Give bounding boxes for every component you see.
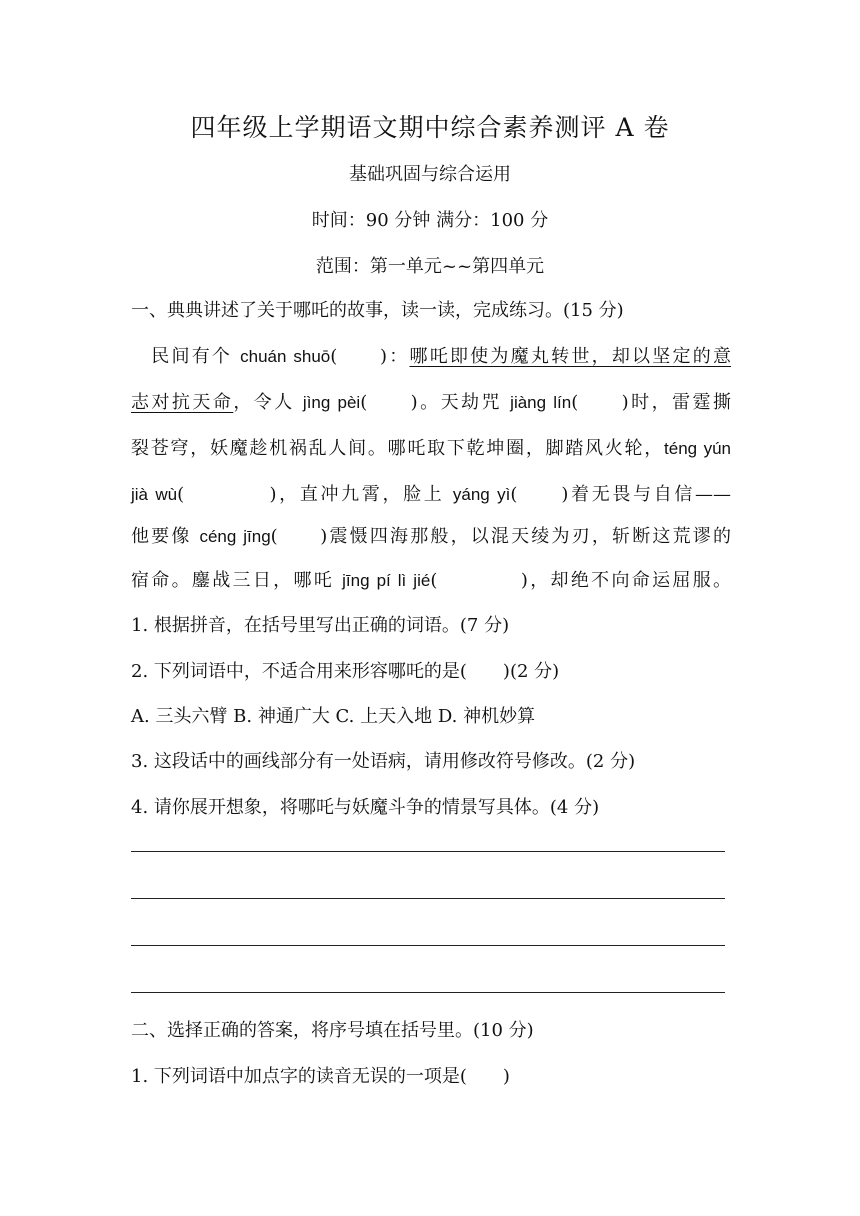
question-1-1: 1. 根据拼音，在括号里写出正确的词语。(7 分) <box>131 615 510 636</box>
section1-heading: 一、典典讲述了关于哪吒的故事，读一读，完成练习。(15 分) <box>131 300 624 321</box>
page-subtitle: 基础巩固与综合运用 <box>349 164 511 185</box>
answer-line[interactable] <box>131 992 725 993</box>
passage-line-1: 民间有个 chuán shuō( )：哪吒即使为魔丸转世，却以坚定的意 <box>149 346 731 367</box>
question-1-4: 4. 请你展开想象，将哪吒与妖魔斗争的情景写具体。(4 分) <box>131 797 600 818</box>
passage-line-3: 裂苍穹，妖魔趁机祸乱人间。哪吒取下乾坤圈，脚踏风火轮，ténɡ yún <box>131 438 731 459</box>
underlined-sentence-part2: 志对抗天命 <box>131 392 234 413</box>
passage-line-4: jià wù( )，直冲九霄，脸上 yánɡ yì( )着无畏与自信—— <box>131 484 732 505</box>
passage-line-2: 志对抗天命，令人 jìnɡ pèi( )。天劫咒 jiànɡ lín( )时，雷霆撕 <box>131 392 731 413</box>
question-1-2: 2. 下列词语中，不适合用来形容哪吒的是( )(2 分) <box>131 661 560 682</box>
question-1-2-options: A. 三头六臂 B. 神通广大 C. 上天入地 D. 神机妙算 <box>131 706 536 727</box>
question-1-3: 3. 这段话中的画线部分有一处语病，请用修改符号修改。(2 分) <box>131 751 636 772</box>
page-title: 四年级上学期语文期中综合素养测评 A 卷 <box>190 113 670 142</box>
passage-line-5: 他要像 cénɡ jīnɡ( )震慑四海那般，以混天绫为刃，斩断这荒谬的 <box>131 526 731 547</box>
question-2-1: 1. 下列词语中加点字的读音无误的一项是( ) <box>131 1066 510 1087</box>
answer-line[interactable] <box>131 851 725 852</box>
answer-line[interactable] <box>131 898 725 899</box>
section2-heading: 二、选择正确的答案，将序号填在括号里。(10 分) <box>131 1020 534 1041</box>
exam-time-score: 时间：90 分钟 满分：100 分 <box>311 210 549 231</box>
answer-line[interactable] <box>131 945 725 946</box>
exam-scope: 范围：第一单元~~第四单元 <box>315 256 545 277</box>
passage-line-6: 宿命。鏖战三日，哪吒 jīnɡ pí lì jié( )，却绝不向命运屈服。 <box>131 570 732 591</box>
underlined-sentence-part1: 哪吒即使为魔丸转世，却以坚定的意 <box>409 346 731 367</box>
